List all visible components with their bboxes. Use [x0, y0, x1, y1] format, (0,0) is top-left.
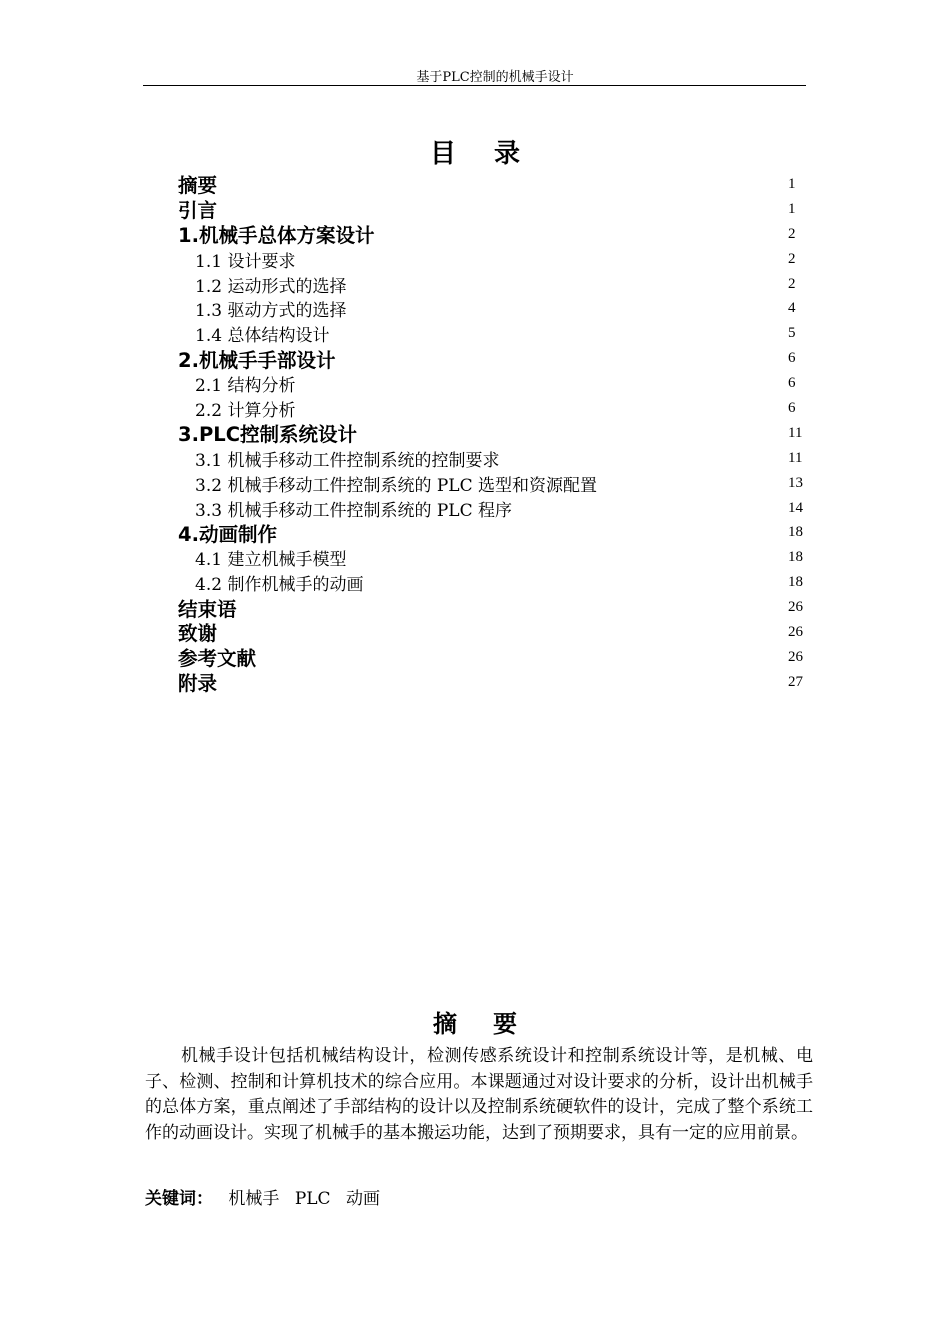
toc-entry-page: 1 — [788, 200, 796, 217]
toc-entry-page: 11 — [788, 424, 803, 441]
toc-entry[interactable] — [178, 321, 808, 346]
toc-entry-page: 5 — [788, 325, 796, 342]
keywords-line — [145, 1184, 380, 1209]
toc-entry[interactable] — [178, 620, 808, 645]
toc-entry-page: 18 — [788, 549, 803, 566]
toc-entry-label: 1.4 总体结构设计 — [195, 326, 330, 347]
toc-entry[interactable] — [178, 421, 808, 446]
toc-entry[interactable] — [178, 520, 808, 545]
toc-entry[interactable] — [178, 197, 808, 222]
toc-entry-label: 参考文献 — [178, 647, 257, 671]
toc-entry-label: 摘要 — [178, 174, 218, 198]
keyword: PLC — [294, 1189, 331, 1209]
toc-entry-label: 附录 — [178, 672, 218, 696]
toc-entry-page: 2 — [788, 275, 796, 292]
toc-entry-label: 2.机械手手部设计 — [178, 348, 336, 372]
toc-entry[interactable] — [178, 570, 808, 595]
toc-entry[interactable] — [178, 371, 808, 396]
toc-entry-label: 1.2 运动形式的选择 — [195, 276, 347, 297]
toc-entry-label: 3.2 机械手移动工件控制系统的 PLC 选型和资源配置 — [195, 475, 597, 496]
toc-entry-page: 2 — [788, 250, 796, 267]
toc-entry-label: 3.3 机械手移动工件控制系统的 PLC 程序 — [195, 500, 512, 521]
toc-entry-page: 1 — [788, 175, 796, 192]
toc-entry[interactable] — [178, 247, 808, 272]
toc-entry-page: 6 — [788, 399, 796, 416]
toc-entry-page: 27 — [788, 673, 803, 690]
toc-entry[interactable] — [178, 446, 808, 471]
toc-entry-label: 1.3 驱动方式的选择 — [195, 301, 347, 322]
toc-entry[interactable] — [178, 172, 808, 197]
toc-entry[interactable] — [178, 670, 808, 695]
toc-entry-page: 2 — [788, 225, 796, 242]
toc-entry[interactable] — [178, 496, 808, 521]
toc-entry[interactable] — [178, 471, 808, 496]
toc-entry[interactable] — [178, 545, 808, 570]
toc-entry-label: 引言 — [178, 199, 218, 223]
running-header: 基于PLC控制的机械手设计 — [416, 70, 574, 85]
toc-entry-label: 1.机械手总体方案设计 — [178, 224, 375, 248]
toc-entry[interactable] — [178, 296, 808, 321]
toc-entry[interactable] — [178, 222, 808, 247]
toc-entry-page: 14 — [788, 499, 803, 516]
toc-entry[interactable] — [178, 272, 808, 297]
toc-entry-label: 4.1 建立机械手模型 — [195, 550, 347, 571]
keyword: 机械手 — [228, 1189, 280, 1209]
header-rule — [143, 85, 806, 86]
toc-entry-page: 18 — [788, 574, 803, 591]
abstract-body: 机械手设计包括机械结构设计，检测传感系统设计和控制系统设计等，是机械、电子、检测、控制和计算机技术的综合应用。本课题通过对设计要求的分析，设计出机械手的总体方案，重点阐述了手部结构的设计以及控制系统硬软件的设计，完成了整个系统工作的动画设计。实现了机械手的基本搬运功能，达到了预期要求，具有一定的应用前景。 — [145, 1046, 813, 1143]
toc-entry-page: 4 — [788, 300, 796, 317]
toc-entry[interactable] — [178, 396, 808, 421]
toc-entry-page: 11 — [788, 449, 803, 466]
toc-entry-page: 18 — [788, 524, 803, 541]
toc-entry-page: 6 — [788, 375, 796, 392]
toc-entry-page: 26 — [788, 648, 803, 665]
toc-entry-label: 结束语 — [178, 597, 237, 621]
toc-entry-label: 致谢 — [178, 622, 218, 646]
abstract-title: 摘要 — [433, 1010, 553, 1038]
toc-entry-label: 4.动画制作 — [178, 522, 277, 546]
toc-entry-label: 3.PLC控制系统设计 — [178, 423, 358, 447]
toc-entry-page: 26 — [788, 599, 803, 616]
keyword: 动画 — [345, 1189, 380, 1209]
toc-entry-label: 3.1 机械手移动工件控制系统的控制要求 — [195, 450, 500, 471]
toc-title: 目录 — [429, 139, 558, 169]
toc-entry[interactable] — [178, 346, 808, 371]
table-of-contents — [178, 172, 808, 695]
toc-entry-label: 2.2 计算分析 — [195, 400, 296, 421]
keywords-label: 关键词： — [145, 1189, 213, 1209]
toc-entry-label: 4.2 制作机械手的动画 — [195, 575, 364, 596]
toc-entry-label: 1.1 设计要求 — [195, 251, 296, 272]
toc-entry-label: 2.1 结构分析 — [195, 376, 296, 397]
toc-entry-page: 26 — [788, 623, 803, 640]
toc-entry[interactable] — [178, 645, 808, 670]
toc-entry[interactable] — [178, 595, 808, 620]
toc-entry-page: 13 — [788, 474, 803, 491]
toc-entry-page: 6 — [788, 350, 796, 367]
